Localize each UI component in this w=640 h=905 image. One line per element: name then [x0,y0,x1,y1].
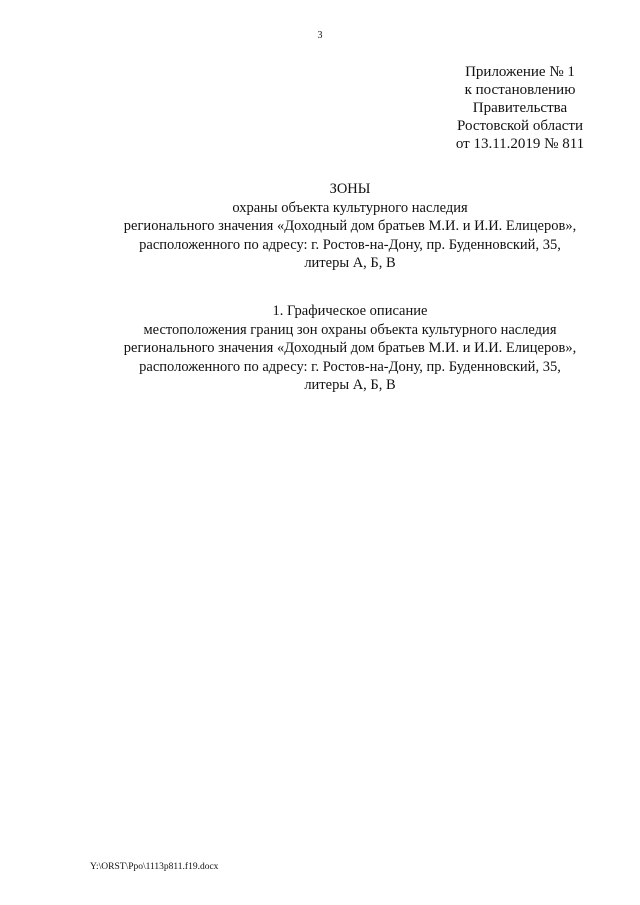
appendix-line: к постановлению [464,82,576,98]
document-title [70,180,630,273]
section-line: расположенного по адресу: г. Ростов-на-Дону, пр. Буденновский, 35, [139,358,561,375]
title-line: регионального значения «Доходный дом братьев М.И. и И.И. Елицеров», [123,218,577,234]
section-heading-block [70,302,630,395]
section-line: литеры А, Б, В [304,377,396,393]
section-line: местоположения границ зон охраны объекта культурного наследия [143,321,557,338]
title-line: охраны объекта культурного наследия [232,199,468,216]
appendix-line: Ростовской области [457,118,583,134]
title-line: расположенного по адресу: г. Ростов-на-Дону, пр. Буденновский, 35, [139,236,561,253]
page-number: 3 [317,30,323,41]
section-line: регионального значения «Доходный дом братьев М.И. и И.И. Елицеров», [123,340,577,356]
title-heading: ЗОНЫ [329,181,371,197]
appendix-header [440,63,600,153]
appendix-line: Приложение № 1 [465,64,575,80]
title-line: литеры А, Б, В [304,255,396,271]
section-heading: 1. Графическое описание [272,303,428,319]
appendix-line: Правительства [472,100,568,116]
appendix-line: от 13.11.2019 № 811 [455,136,585,152]
footer-file-path: Y:\ORST\Ppo\1113p811.f19.docx [90,862,219,872]
